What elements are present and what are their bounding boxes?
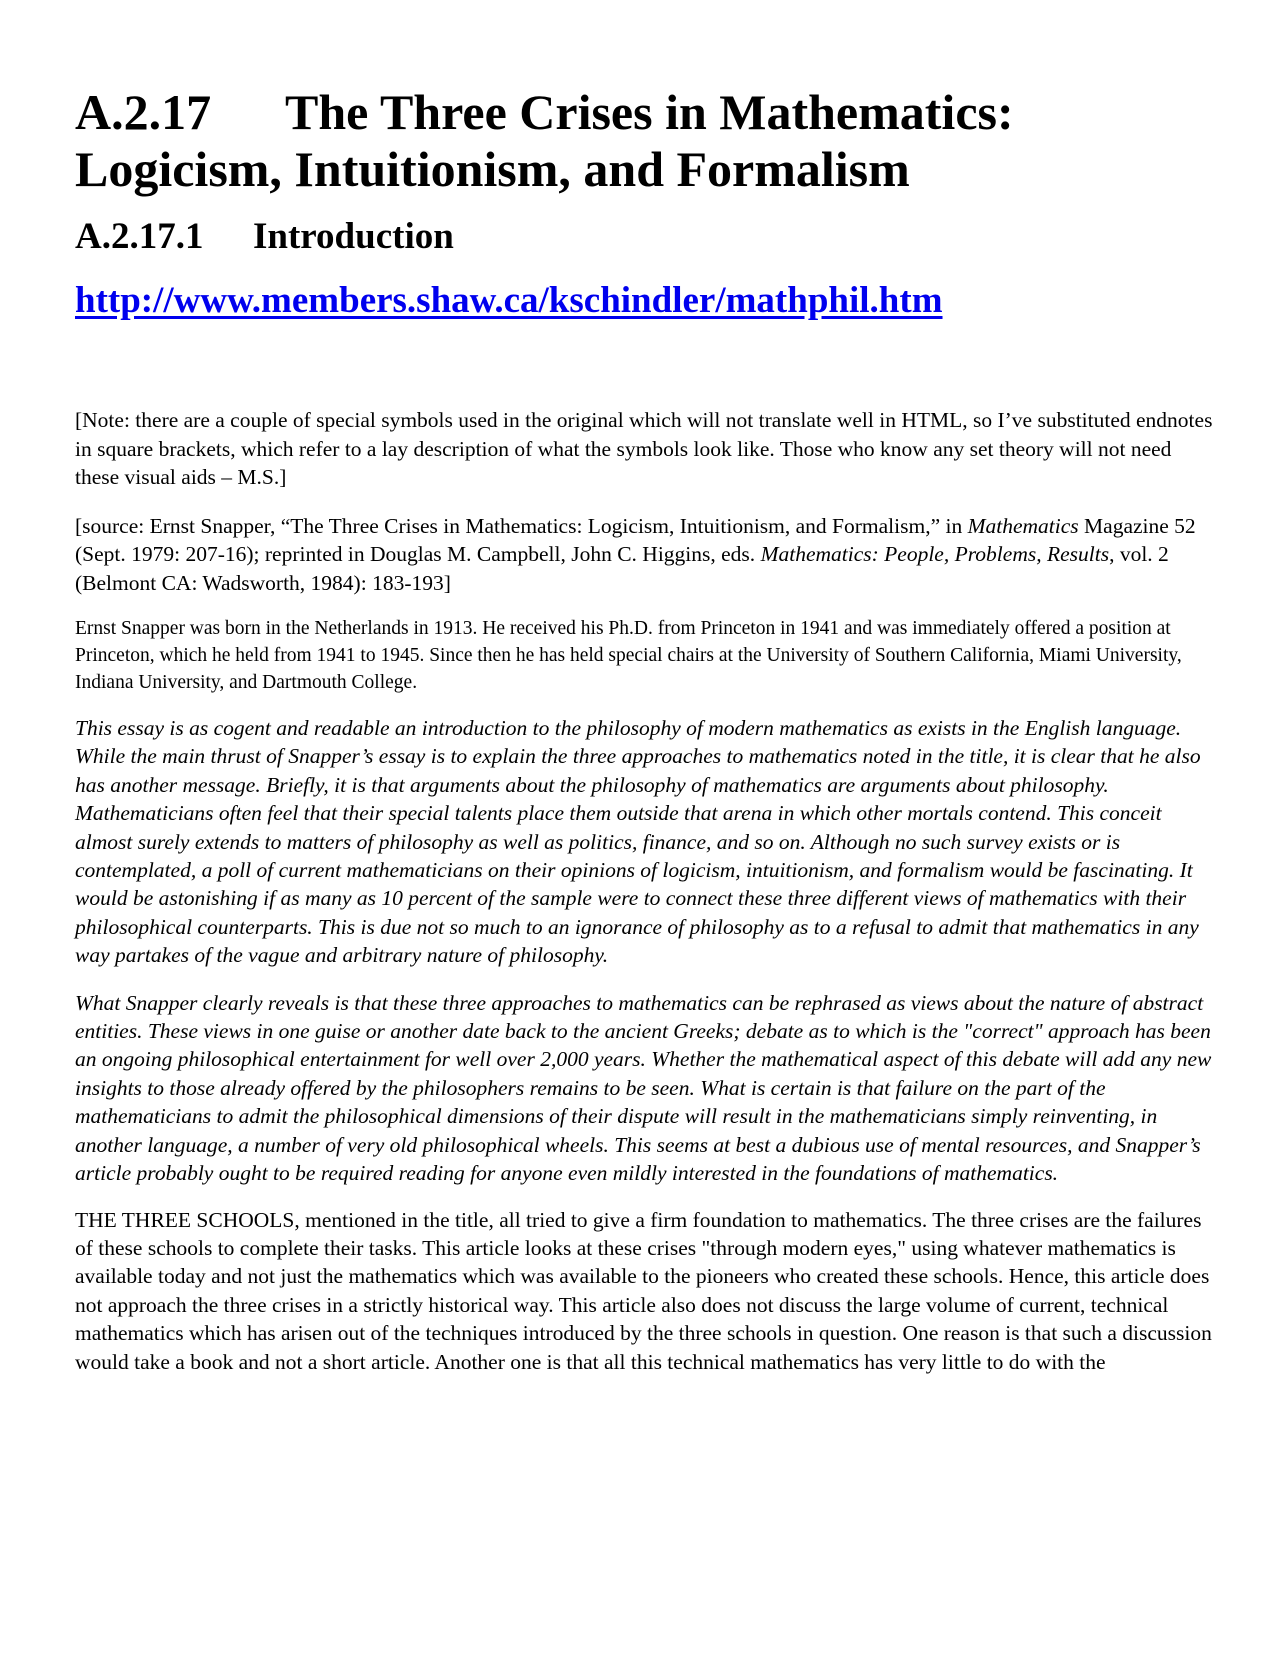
section-title-line1: The Three Crises in Mathematics:	[285, 84, 1014, 140]
citation-book: Mathematics: People, Problems, Results	[760, 542, 1110, 566]
translator-note: [Note: there are a couple of special symbols used in the original which will not translate well in HTML, so I’ve substituted endnotes in square brackets, which refer to a lay description of what the symbols look like. Those who know any set theory will not need these visual aids – M.S.]	[75, 408, 1213, 489]
source-citation	[75, 512, 1215, 598]
citation-part-3: , vol. 2 (Belmont CA: Wadsworth, 1984): 183-193]	[75, 542, 1169, 595]
editor-intro-paragraph-2: What Snapper clearly reveals is that these three approaches to mathematics can be rephrased as views about the nature of abstract entities. These views in one guise or another date back to the ancient Greeks; debate as to which is the "correct" approach has been an ongoing philosophical entertainment for well over 2,000 years. Whether the mathematical aspect of this debate will add any new insights to those already offered by the philosophers remains to be seen. What is certain is that failure on the part of the mathematicians to admit the philosophical dimensions of their dispute will result in the mathematicians simply reinventing, in another language, a number of very old philosophical wheels. This seems at best a dubious use of mental resources, and Snapper’s article probably ought to be required reading for anyone even mildly interested in the foundations of mathematics.	[75, 990, 1212, 1186]
document-page	[75, 84, 1215, 1376]
citation-journal: Mathematics	[967, 513, 1079, 538]
editor-intro-paragraph-1: This essay is as cogent and readable an introduction to the philosophy of modern mathematics as exists in the English language. While the main thrust of Snapper’s essay is to explain the three approaches to mathematics noted in the title, it is clear that he also has another message. Briefly, it is that arguments about the philosophy of mathematics are arguments about philosophy. Mathematicians often feel that their special talents place them outside that arena in which other mortals contend. This conceit almost surely extends to matters of philosophy as well as politics, finance, and so on. Although no such survey exists or is contemplated, a poll of current mathematicians on their opinions of logicism, intuitionism, and formalism would be fascinating. It would be astonishing if as many as 10 percent of the sample were to connect these three different views of mathematics with their philosophical counterparts. This is due not so much to an ignorance of philosophy as to a refusal to admit that mathematics in any way partakes of the vague and arbitrary nature of philosophy.	[75, 716, 1201, 968]
author-bio: Ernst Snapper was born in the Netherlands in 1913. He received his Ph.D. from Princeton in 1941 and was immediately offered a position at Princeton, which he held from 1941 to 1945. Since then he has held special chairs at the University of Southern California, Miami University, Indiana University, and Dartmouth College.	[75, 618, 1182, 693]
section-number: A.2.17	[75, 84, 212, 140]
subsection-title: Introduction	[253, 216, 454, 257]
source-link-line	[75, 280, 1215, 322]
subsection-heading	[75, 216, 1215, 258]
body-paragraph: THE THREE SCHOOLS, mentioned in the title, all tried to give a firm foundation to mathematics. The three crises are the failures of these schools to complete their tasks. This article looks at these crises "through modern eyes," using whatever mathematics is available today and not just the mathematics which was available to the pioneers who created these schools. Hence, this article does not approach the three crises in a strictly historical way. This article also does not discuss the large volume of current, technical mathematics which has arisen out of the techniques introduced by the three schools in question. One reason is that such a discussion would take a book and not a short article. Another one is that all this technical mathematics has very little to do with the	[75, 1207, 1212, 1374]
citation-part-2: Magazine 52 (Sept. 1979: 207-16); reprinted in Douglas M. Campbell, John C. Higgins, eds.	[75, 513, 1196, 566]
section-heading	[75, 84, 1215, 198]
subsection-number: A.2.17.1	[75, 216, 204, 257]
citation-part-1: [source: Ernst Snapper, “The Three Crises in Mathematics: Logicism, Intuitionism, and Formalism,” in	[75, 513, 968, 538]
section-title-line2: Logicism, Intuitionism, and Formalism	[75, 141, 910, 197]
source-link[interactable]: http://www.members.shaw.ca/kschindler/mathphil.htm	[75, 280, 943, 321]
